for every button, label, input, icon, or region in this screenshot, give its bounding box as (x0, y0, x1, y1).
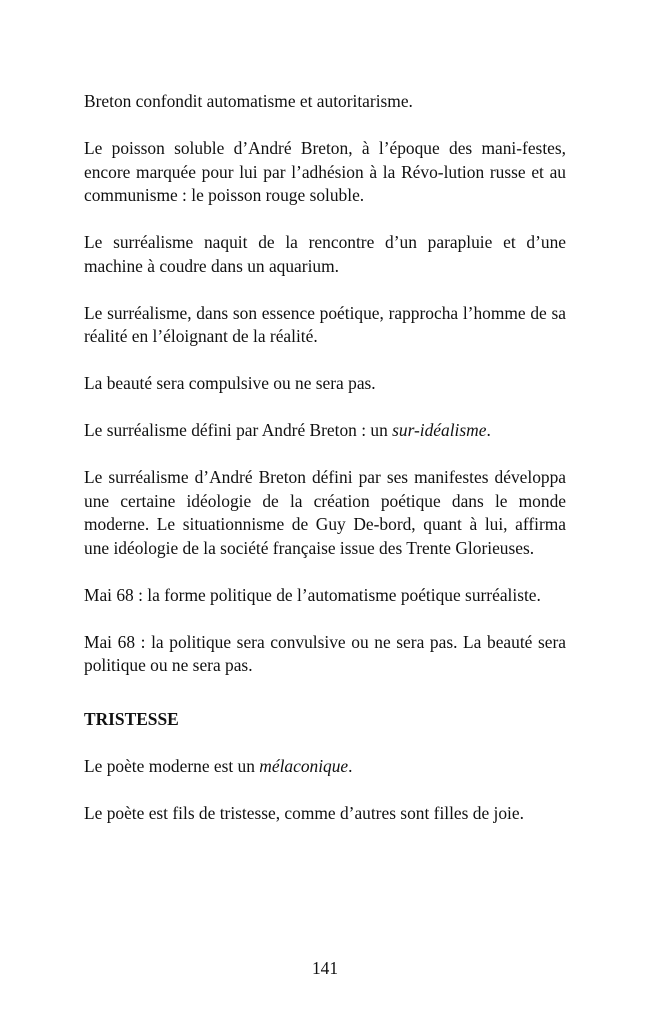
paragraph-breton-automatisme: Breton confondit automatisme et autoritarisme. (84, 91, 413, 111)
page-body (84, 90, 566, 849)
paragraph-mai-68-politique: Mai 68 : la politique sera convulsive ou ne sera pas. La beauté sera politique ou ne sera pas. (84, 631, 566, 675)
paragraph-parapluie: Le surréalisme naquit de la rencontre d’un parapluie et d’une machine à coudre dans un aquarium. (84, 232, 566, 276)
paragraph-punctuation: . (486, 420, 491, 440)
paragraph-fils-de-tristesse: Le poète est fils de tristesse, comme d’autres sont filles de joie. (84, 803, 524, 823)
page-number: 141 (311, 958, 339, 978)
paragraph-melaconique (84, 755, 566, 779)
italic-term: mélaconique (259, 756, 349, 776)
paragraph-mai-68-forme: Mai 68 : la forme politique de l’automatisme poétique surréaliste. (84, 584, 541, 605)
paragraph-text: Le surréalisme défini par André Breton : un (84, 420, 393, 440)
paragraph-punctuation: . (348, 756, 353, 776)
paragraph-essence-poetique: Le surréalisme, dans son essence poétique, rapprocha l’homme de sa réalité en l’éloignant de la réalité. (84, 302, 566, 346)
paragraph-sur-idealisme (84, 419, 566, 443)
paragraph-situationnisme: Le surréalisme d’André Breton défini par ses manifestes développa une certaine idéologie de la création poétique dans le monde moderne. Le situationnisme de Guy De-bord, quant à lui, affirma une idéologie de la société française issue des Trente Glorieuses. (84, 467, 566, 558)
paragraph-poisson-soluble: Le poisson soluble d’André Breton, à l’époque des mani-festes, encore marquée pour lui par l’adhésion à la Révo-lution russe et au communisme : le poisson rouge soluble. (84, 138, 566, 205)
italic-term: sur-idéalisme (392, 420, 487, 440)
paragraph-beaute-compulsive: La beauté sera compulsive ou ne sera pas. (84, 373, 376, 393)
section-heading: TRISTESSE (84, 709, 179, 729)
paragraph-text: Le poète moderne est un (84, 756, 260, 776)
